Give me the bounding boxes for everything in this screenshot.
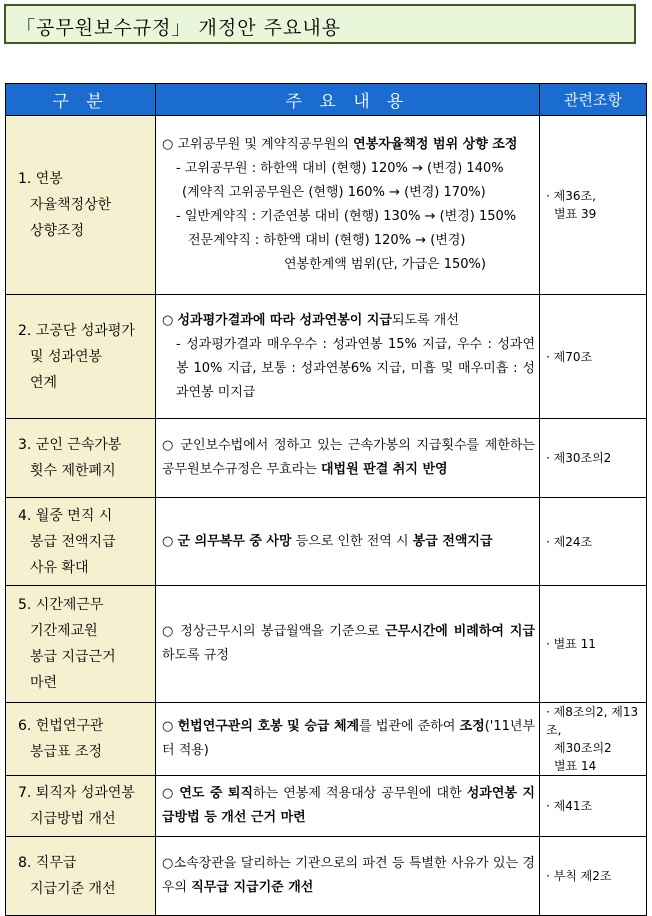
content-text: ('11년부터 적용) <box>162 719 536 758</box>
reference-line: · 별표 11 <box>546 637 596 651</box>
table-row <box>6 837 647 916</box>
category-line: 6. 헌법연구관 <box>18 718 104 734</box>
reference-line: · 제70조 <box>546 349 593 364</box>
category-cell <box>6 498 156 586</box>
header-row <box>6 84 647 116</box>
category-line: 사유 확대 <box>30 559 89 576</box>
category-line: 5. 시간제근무 <box>18 597 104 613</box>
reference-cell <box>540 419 647 498</box>
category-line: 기간제교원 <box>30 623 98 639</box>
title-box <box>4 4 636 44</box>
category-line: 봉급표 조정 <box>30 744 103 760</box>
content-highlight: 연봉자율책정 범위 상향 조정 <box>353 137 518 152</box>
content-highlight: 직무급 지급기준 개선 <box>191 880 314 895</box>
content-cell <box>156 419 540 498</box>
category-line: 및 성과연봉 <box>30 348 103 365</box>
category-cell <box>6 419 156 498</box>
category-line: 8. 직무급 <box>18 855 77 871</box>
category-line: 지급방법 개선 <box>30 811 116 827</box>
reference-cell <box>540 586 647 703</box>
detail-line: - 성과평가결과 매우우수 : 성과연봉 15% 지급, 우수 : 성과연봉 10% 지급, 보통 : 성과연봉6% 지급, 미흡 및 매우미흡 : 성과연봉 미지급 <box>176 336 535 400</box>
reference-cell <box>540 703 647 776</box>
category-line: 자율책정상한 <box>30 197 112 213</box>
reference-cell <box>540 776 647 837</box>
table-row <box>6 295 647 419</box>
reference-line: · 제8조의2, 제13조, <box>546 705 639 737</box>
content-highlight: 봉급 전액지급 <box>412 533 493 549</box>
reference-line: · 부칙 제2조 <box>546 869 612 883</box>
content-highlight: 성과평가결과에 따라 성과연봉이 지급 <box>177 312 392 328</box>
content-text: 하는 연봉제 적용대상 공무원에 대한 <box>253 786 467 801</box>
reference-cell <box>540 116 647 295</box>
category-line: 봉급 전액지급 <box>30 533 116 550</box>
content-highlight: 근무시간에 비례하여 지급 <box>385 624 535 639</box>
content-highlight: 성과연봉 지급방법 등 개선 근거 마련 <box>162 786 535 825</box>
detail-line: - 일반계약직 : 기준연봉 대비 (현행) 130% → (변경) 150% <box>176 209 517 224</box>
content-highlight: 연도 중 퇴직 <box>179 786 254 801</box>
content-highlight: 조정 <box>459 719 485 734</box>
page-title: 「공무원보수규정」 개정안 주요내용 <box>16 17 342 39</box>
table-row <box>6 586 647 703</box>
header-content: 주 요 내 용 <box>156 84 540 116</box>
detail-line: (계약직 고위공무원은 (현행) 160% → (변경) 170%) <box>182 185 486 200</box>
category-cell <box>6 586 156 703</box>
header-reference: 관련조항 <box>540 84 647 116</box>
content-text: ○ 고위공무원 및 계약직공무원의 <box>162 137 354 152</box>
content-text: ○소속장관을 달리하는 기관으로의 파견 등 특별한 사유가 있는 경우의 <box>162 856 535 895</box>
category-cell <box>6 776 156 837</box>
content-highlight: 헌법연구관의 호봉 및 승급 체계 <box>177 719 360 734</box>
reference-cell <box>540 498 647 586</box>
content-cell <box>156 837 540 916</box>
table-row <box>6 703 647 776</box>
reference-cell <box>540 295 647 419</box>
content-text: ○ <box>162 786 180 801</box>
reference-line: 별표 14 <box>554 759 597 773</box>
category-line: 4. 월중 면직 시 <box>18 507 113 524</box>
reference-cell <box>540 837 647 916</box>
category-line: 상향조정 <box>30 223 85 239</box>
reference-line: 제30조의2 <box>554 741 612 755</box>
content-cell <box>156 586 540 703</box>
content-cell <box>156 703 540 776</box>
content-text: ○ <box>162 312 178 328</box>
content-text: 를 법관에 준하여 <box>359 719 460 734</box>
category-line: 3. 군인 근속가봉 <box>18 437 122 453</box>
reference-line: · 제36조, <box>546 189 596 203</box>
table-row <box>6 419 647 498</box>
category-line: 마련 <box>30 675 58 691</box>
category-line: 봉급 지급근거 <box>30 649 116 665</box>
detail-line: 연봉한계액 범위(단, 가급은 150%) <box>284 257 486 272</box>
category-line: 지급기준 개선 <box>30 881 116 897</box>
content-text: 등으로 인한 전역 시 <box>291 533 413 549</box>
content-text: ○ 정상근무시의 봉급월액을 기준으로 <box>162 624 386 639</box>
detail-line: 전문계약직 : 하한액 대비 (현행) 120% → (변경) <box>188 233 466 248</box>
category-line: 7. 퇴직자 성과연봉 <box>18 785 135 801</box>
content-text: 되도록 개선 <box>392 312 459 328</box>
category-cell <box>6 837 156 916</box>
content-highlight: 군 의무복무 중 사망 <box>177 533 292 549</box>
content-text: ○ <box>162 719 178 734</box>
content-cell <box>156 498 540 586</box>
reference-line: 별표 39 <box>554 207 597 221</box>
content-text: 하도록 규정 <box>162 648 229 663</box>
category-cell <box>6 116 156 295</box>
content-text: ○ <box>162 533 178 549</box>
content-cell <box>156 116 540 295</box>
table-row <box>6 116 647 295</box>
detail-line: - 고위공무원 : 하한액 대비 (현행) 120% → (변경) 140% <box>176 161 504 176</box>
category-line: 연계 <box>30 374 58 391</box>
category-cell <box>6 295 156 419</box>
reference-line: · 제30조의2 <box>546 451 612 465</box>
content-cell <box>156 295 540 419</box>
reference-line: · 제41조 <box>546 799 593 813</box>
category-line: 횟수 제한폐지 <box>30 463 116 479</box>
category-line: 2. 고공단 성과평가 <box>18 322 135 339</box>
amendment-table <box>5 83 647 916</box>
table-row <box>6 498 647 586</box>
content-cell <box>156 776 540 837</box>
table-row <box>6 776 647 837</box>
category-line: 1. 연봉 <box>18 171 63 187</box>
content-highlight: 대법원 판결 취지 반영 <box>320 462 448 477</box>
category-cell <box>6 703 156 776</box>
content-text: ○ 군인보수법에서 정하고 있는 근속가봉의 지급횟수를 제한하는 공무원보수규정은 무효라는 <box>162 438 535 477</box>
reference-line: · 제24조 <box>546 534 593 549</box>
header-category: 구 분 <box>6 84 156 116</box>
